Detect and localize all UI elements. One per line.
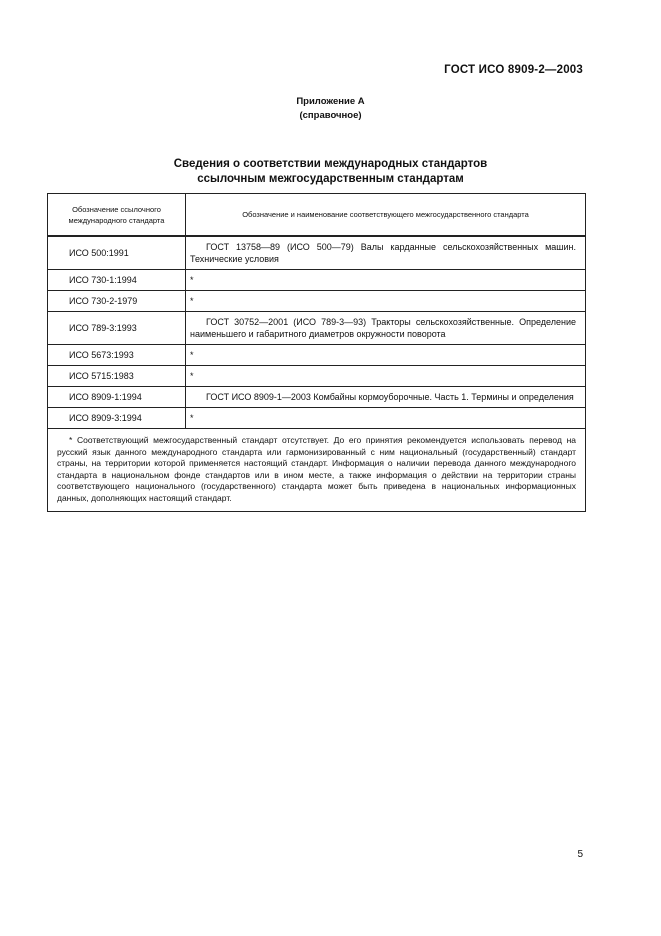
row-description-text: ГОСТ 30752—2001 (ИСО 789-3—93) Тракторы сельскохозяйственные. Определение наименьшего и габаритного диаметров окружности поворота xyxy=(190,317,576,339)
appendix-heading xyxy=(0,95,661,123)
table-row xyxy=(48,291,586,312)
row-description-text: ГОСТ 13758—89 (ИСО 500—79) Валы карданные сельскохозяйственных машин. Технические условия xyxy=(190,242,576,264)
row-description: * xyxy=(186,270,586,291)
row-description xyxy=(186,387,586,408)
table-footnote: * Соответствующий межгосударственный стандарт отсутствует. До его принятия рекомендуется использовать перевод на русский язык данного международного стандарта или гармонизированный с ним национальный (государственный) стандарт страны, на территории которой применяется настоящий стандарт. Информация о наличии перевода данного международного стандарта в национальном фонде стандартов или в ином месте, а также информация о действии на территории страны соответствующего национального (государственного) стандарта может быть приведена в национальных информационных данных, дополняющих настоящий стандарт. xyxy=(57,435,576,503)
section-title-line-1: Сведения о соответствии международных стандартов xyxy=(173,158,488,170)
appendix-subtitle: (справочное) xyxy=(299,110,362,121)
header-referenced-standard: Обозначение ссылочного международного стандарта xyxy=(48,194,186,237)
page-number: 5 xyxy=(577,849,583,860)
row-description-text: ГОСТ ИСО 8909-1—2003 Комбайны кормоуборочные. Часть 1. Термины и определения xyxy=(206,392,574,402)
row-description: * xyxy=(186,345,586,366)
row-code: ИСО 5715:1983 xyxy=(48,366,186,387)
table-header-row xyxy=(48,194,586,237)
document-code-header: ГОСТ ИСО 8909-2—2003 xyxy=(444,64,583,76)
row-description xyxy=(186,236,586,270)
row-code: ИСО 8909-3:1994 xyxy=(48,408,186,429)
table-row xyxy=(48,236,586,270)
row-code: ИСО 5673:1993 xyxy=(48,345,186,366)
row-description: * xyxy=(186,408,586,429)
row-code: ИСО 500:1991 xyxy=(48,236,186,270)
table-footnote-cell xyxy=(48,429,586,512)
standards-correspondence-table xyxy=(47,193,586,512)
section-title-line-2: ссылочным межгосударственным стандартам xyxy=(197,173,464,185)
row-description: * xyxy=(186,366,586,387)
row-code: ИСО 8909-1:1994 xyxy=(48,387,186,408)
row-description xyxy=(186,312,586,345)
table-footnote-row xyxy=(48,429,586,512)
row-description: * xyxy=(186,291,586,312)
table-row xyxy=(48,366,586,387)
row-code: ИСО 730-1:1994 xyxy=(48,270,186,291)
table-row xyxy=(48,408,586,429)
table-row xyxy=(48,387,586,408)
table-row xyxy=(48,270,586,291)
table-row xyxy=(48,345,586,366)
header-corresponding-standard: Обозначение и наименование соответствующего межгосударственного стандарта xyxy=(186,194,586,237)
row-code: ИСО 730-2-1979 xyxy=(48,291,186,312)
row-code: ИСО 789-3:1993 xyxy=(48,312,186,345)
section-title xyxy=(0,157,661,187)
appendix-title: Приложение А xyxy=(296,96,365,107)
table-row xyxy=(48,312,586,345)
